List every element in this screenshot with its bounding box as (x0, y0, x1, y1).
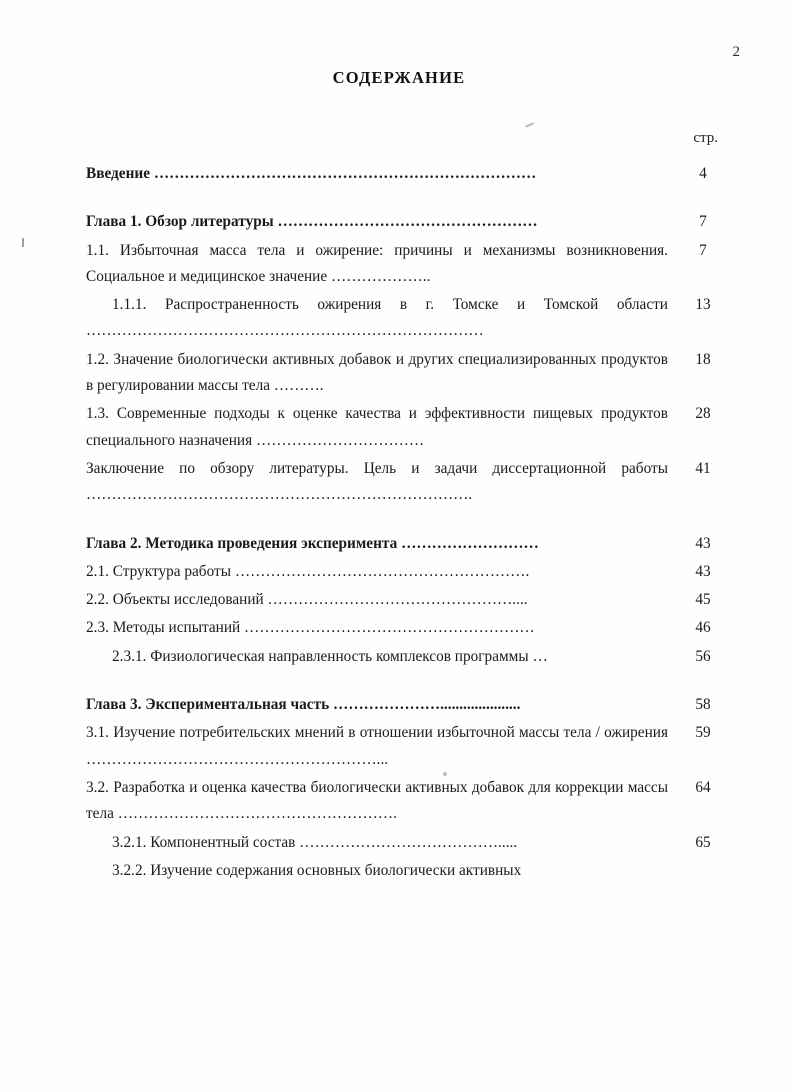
toc-entry[interactable] (86, 401, 726, 454)
toc-entry-label: 3.1. Изучение потребительских мнений в отношении избыточной массы тела / ожирения …………………………………………………... (86, 724, 668, 768)
toc-entry[interactable] (86, 456, 726, 509)
toc-section-spacer (86, 672, 726, 692)
toc-entry-page-number: 56 (695, 647, 711, 665)
toc-entry-page-number: 13 (695, 296, 711, 314)
toc-entry-label: 2.3.1. Физиологическая направленность комплексов программы … (112, 647, 548, 665)
toc-entry-page-number: 64 (695, 778, 711, 796)
toc-entry[interactable] (86, 559, 726, 585)
toc-section-spacer (86, 511, 726, 531)
toc-entry-label: Глава 3. Экспериментальная часть …………………..................... (86, 696, 521, 714)
toc-entry[interactable] (86, 830, 726, 856)
toc-entry[interactable] (86, 775, 726, 828)
toc-entry[interactable] (86, 615, 726, 641)
toc-entry[interactable] (86, 531, 726, 557)
toc-entry[interactable] (86, 347, 726, 400)
toc-entry-page-number: 43 (695, 534, 711, 552)
toc-entry-page-number: 46 (695, 619, 711, 637)
toc-entry[interactable] (86, 238, 726, 291)
scan-artifact-left (22, 238, 24, 247)
toc-entry-label: Введение ………………………………………………………………… (86, 165, 537, 182)
toc-entry-page-number: 7 (699, 241, 707, 259)
toc-entry-page-number: 58 (695, 696, 711, 714)
toc-entry-page-number: 45 (695, 591, 711, 609)
toc-entry-page-number: 4 (699, 165, 707, 182)
toc-entry-label: Глава 1. Обзор литературы …………………………………………… (86, 213, 538, 231)
toc-entry[interactable] (86, 858, 726, 884)
toc-entry-label: 2.3. Методы испытаний ………………………………………………… (86, 619, 535, 637)
toc-entry-page-number: 59 (695, 724, 711, 742)
toc-entry-list (86, 161, 726, 884)
toc-entry[interactable] (86, 692, 726, 718)
table-of-contents (86, 130, 726, 886)
toc-entry-label: 1.3. Современные подходы к оценке качества и эффективности пищевых продуктов специального назначения …………………………… (86, 405, 668, 449)
page-title: СОДЕРЖАНИЕ (332, 68, 466, 87)
toc-entry-label: 3.2.2. Изучение содержания основных биологически активных (112, 861, 522, 879)
toc-entry-label: 1.1.1. Распространенность ожирения в г. Томске и Томской области …………………………………………………………………… (86, 296, 668, 340)
toc-entry-label: Заключение по обзору литературы. Цель и задачи диссертационной работы …………………………………………………………………. (86, 459, 668, 504)
toc-entry-label: 2.2. Объекты исследований ………………………………………….... (86, 591, 528, 609)
page-number: 2 (732, 44, 740, 60)
toc-entry[interactable] (86, 720, 726, 773)
toc-entry[interactable] (86, 587, 726, 613)
toc-entry[interactable] (86, 292, 726, 345)
toc-entry[interactable] (86, 161, 726, 187)
toc-entry-page-number: 65 (695, 833, 711, 851)
toc-entry-label: 1.1. Избыточная масса тела и ожирение: причины и механизмы возникновения. Социальное и медицинское значение ……………….. (86, 241, 668, 285)
toc-entry-page-number: 18 (695, 350, 711, 368)
toc-entry-page-number: 28 (695, 405, 711, 423)
toc-entry-label: 3.2. Разработка и оценка качества биологически активных добавок для коррекции массы тела ………………………………………………. (86, 778, 668, 823)
toc-entry-label: Глава 2. Методика проведения эксперимента ……………………… (86, 534, 539, 552)
toc-entry-page-number: 43 (695, 562, 711, 580)
toc-entry[interactable] (86, 209, 726, 235)
scan-artifact-top (525, 122, 534, 127)
toc-entry[interactable] (86, 644, 726, 670)
page-column-header: стр. (693, 130, 718, 146)
toc-entry-page-number: 7 (699, 213, 707, 231)
toc-entry-label: 3.2.1. Компонентный состав …………………………………..... (112, 833, 518, 851)
toc-entry-label: 1.2. Значение биологически активных добавок и других специализированных продуктов в регулировании массы тела ………. (86, 350, 668, 395)
toc-entry-label: 2.1. Структура работы …………………………………………………. (86, 562, 530, 580)
toc-section-spacer (86, 189, 726, 209)
toc-entry-page-number: 41 (695, 459, 711, 477)
